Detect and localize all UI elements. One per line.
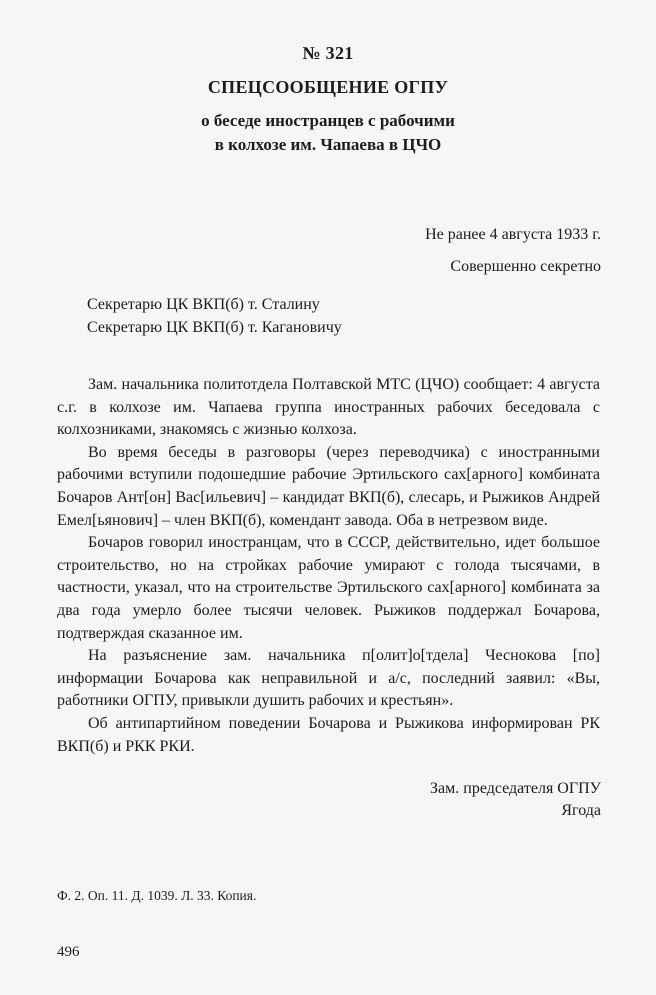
document-subtitle [0,109,656,157]
archive-reference: Ф. 2. Оп. 11. Д. 1039. Л. 33. Копия. [57,888,257,903]
document-number: № 321 [302,43,354,63]
addressee-line: Секретарю ЦК ВКП(б) т. Сталину [87,296,320,313]
subtitle-line-2: в колхозе им. Чапаева в ЦЧО [214,135,442,154]
signature-title: Зам. председателя ОГПУ [430,780,601,797]
subtitle-line-1: о беседе иностранцев с рабочими [201,111,455,130]
body-paragraph: Об антипартийном поведении Бочарова и Рыжикова информирован РК ВКП(б) и РКК РКИ. [57,714,600,755]
body-paragraph: Зам. начальника политотдела Полтавской МТС (ЦЧО) сообщает: 4 августа с.г. в колхозе им. Чапаева группа иностранных рабочих беседовала с колхозниками, знакомясь с жизнью колхоза. [57,376,600,439]
body-paragraph: На разъяснение зам. начальника п[олит]о[тдела] Чеснокова [по] информации Бочарова как неправильной и а/с, последний заявил: «Вы, работники ОГПУ, привыкли душить рабочих и крестьян». [57,647,600,710]
document-title: СПЕЦСООБЩЕНИЕ ОГПУ [207,77,449,97]
document-date: Не ранее 4 августа 1933 г. [425,226,601,243]
classification-label: Совершенно секретно [450,258,601,275]
document-body [57,374,600,758]
signature-name: Ягода [561,802,601,819]
body-paragraph: Во время беседы в разговоры (через переводчика) с иностранными рабочими вступили подошедшие рабочие Эртильского сах[арного] комбината Бочаров Ант[он] Вас[ильевич] – кандидат ВКП(б), слесарь, и Рыжиков Андрей Емел[ьянович] – член ВКП(б), комендант завода. Оба в нетрезвом виде. [57,443,600,529]
body-paragraph: Бочаров говорил иностранцам, что в СССР, действительно, идет большое строительство, но на стройках рабочие умирают с голода тысячами, в частности, указал, что на строительстве Эртильского сах[арного] комбината за два года умерло более тысячи человек. Рыжиков поддержал Бочарова, подтверждая сказанное им. [57,534,600,642]
addressee-line: Секретарю ЦК ВКП(б) т. Кагановичу [87,319,342,336]
page-number: 496 [57,944,80,960]
